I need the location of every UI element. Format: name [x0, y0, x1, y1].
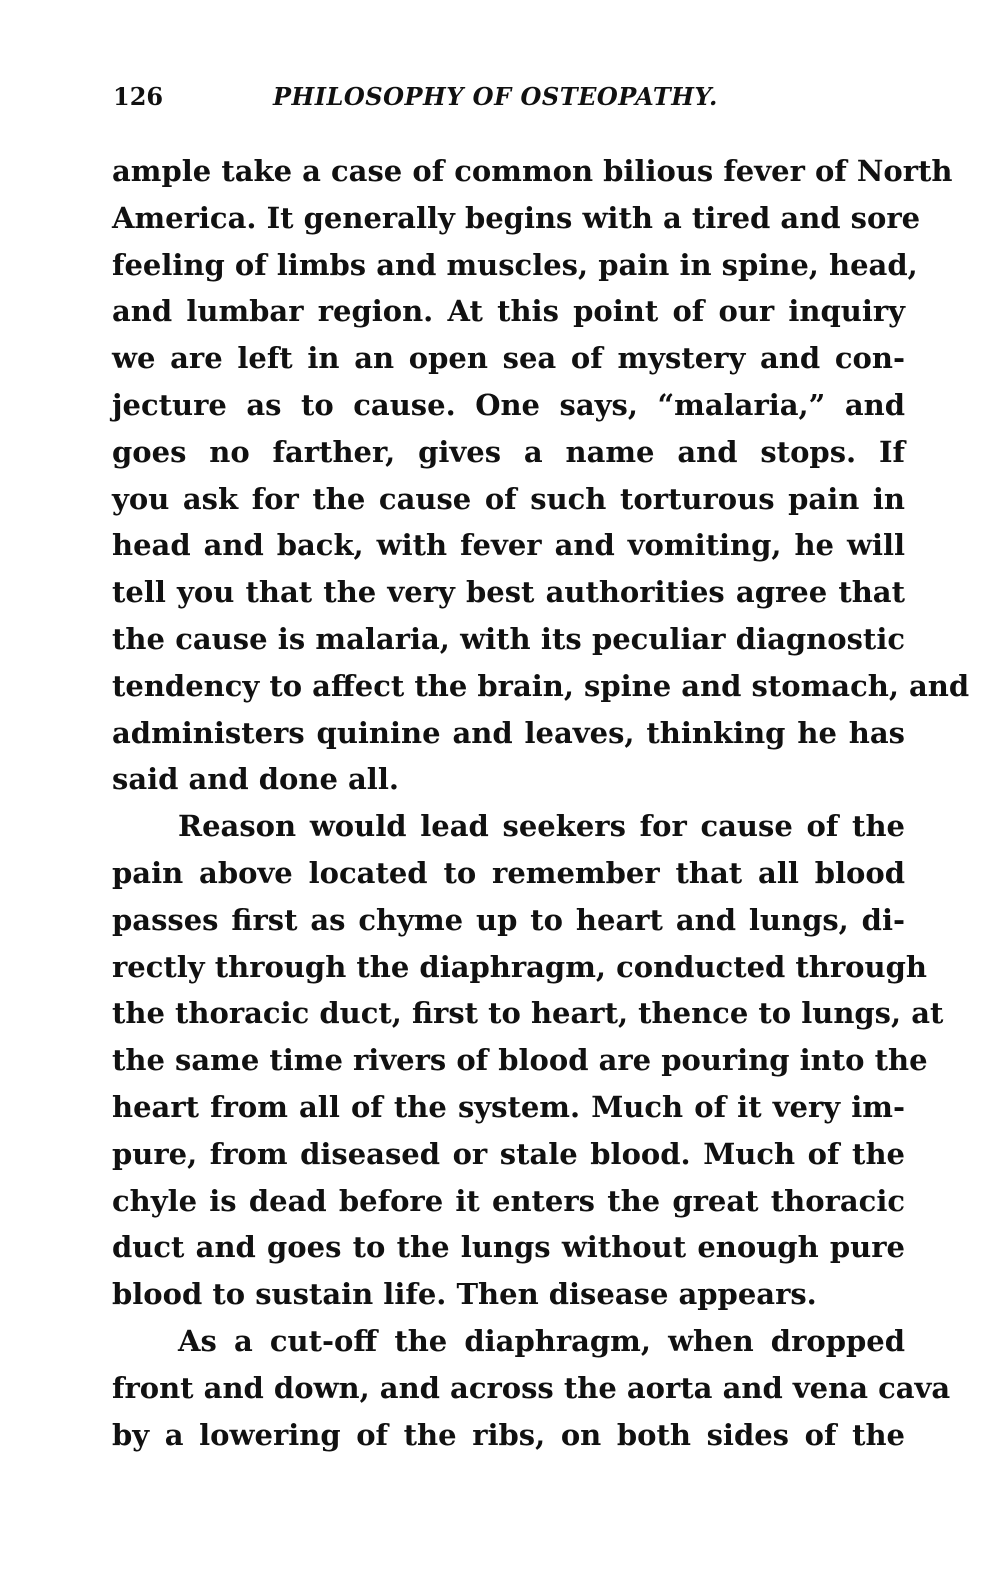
text-line: by a lowering of the ribs, on both sides of the [112, 1417, 905, 1452]
text-line: the thoracic duct, first to heart, thence to lungs, at [112, 996, 944, 1031]
text-line: the same time rivers of blood are pouring into the [112, 1043, 928, 1078]
page-header [113, 82, 905, 118]
text-line: tell you that the very best authorities agree that [112, 575, 905, 610]
text-line: rectly through the diaphragm, conducted through [112, 949, 927, 984]
text-line: feeling of limbs and muscles, pain in spine, head, [112, 247, 918, 282]
text-line: front and down, and across the aorta and vena cava [112, 1370, 951, 1405]
text-line: duct and goes to the lungs without enough pure [112, 1230, 905, 1265]
running-title: PHILOSOPHY OF OSTEOPATHY. [273, 82, 718, 111]
text-line: goes no farther, gives a name and stops. If [112, 434, 905, 469]
text-line: ample take a case of common bilious fever of North [112, 154, 953, 188]
text-line: heart from all of the system. Much of it very im- [112, 1089, 905, 1124]
text-line: pain above located to remember that all blood [112, 855, 905, 890]
text-line: head and back, with fever and vomiting, he will [112, 528, 905, 563]
text-line: administers quinine and leaves, thinking he has [112, 715, 905, 750]
body-text [112, 148, 970, 1458]
text-line: passes first as chyme up to heart and lungs, di- [112, 902, 905, 937]
text-line: chyle is dead before it enters the great thoracic [112, 1183, 905, 1218]
text-line: the cause is malaria, with its peculiar diagnostic [112, 621, 905, 656]
text-line: and lumbar region. At this point of our inquiry [112, 294, 905, 329]
text-line: jecture as to cause. One says, “malaria,” and [112, 387, 905, 422]
text-line: tendency to affect the brain, spine and stomach, and [112, 668, 970, 703]
text-line: Reason would lead seekers for cause of the [178, 809, 905, 844]
text-line: we are left in an open sea of mystery and con- [112, 341, 905, 376]
text-line: pure, from diseased or stale blood. Much of the [112, 1136, 905, 1171]
text-line: blood to sustain life. Then disease appears. [112, 1277, 817, 1312]
page-number: 126 [113, 82, 164, 111]
text-line: America. It generally begins with a tired and sore [112, 200, 921, 235]
text-line: said and done all. [112, 762, 399, 797]
text-line: As a cut-off the diaphragm, when dropped [178, 1323, 905, 1358]
text-line: you ask for the cause of such torturous pain in [112, 481, 905, 516]
